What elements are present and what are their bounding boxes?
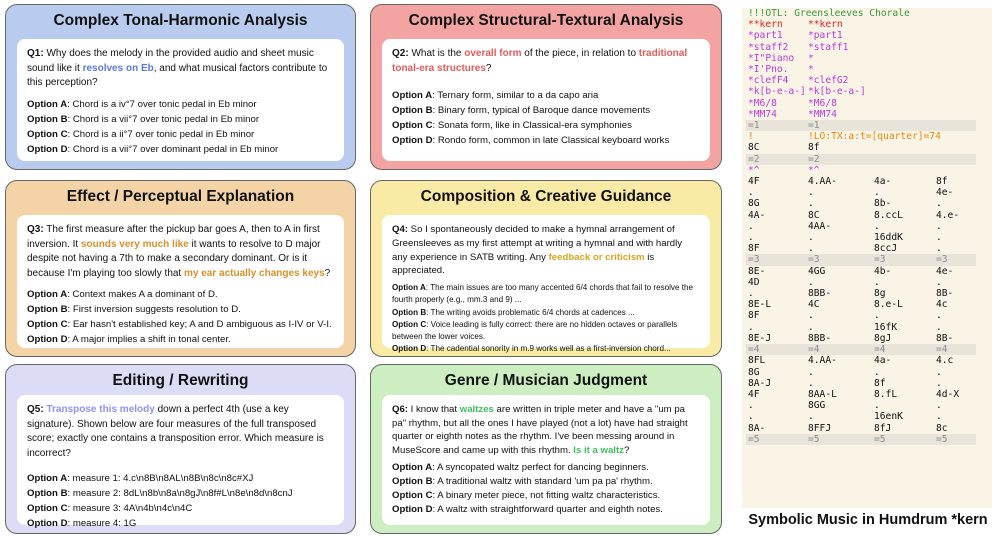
question-text: Q5: Transpose this melody down a perfect 4th (use a key signature). Shown below are four measures of the full transposed score; exactly one contains a transposition error. Which measure is incorrect? <box>27 404 324 459</box>
kern-row <box>746 333 976 344</box>
kern-row <box>746 378 976 389</box>
kern-cell: =4 <box>934 344 976 355</box>
option-c[interactable]: Option C: Chord is a ii°7 over tonic pedal in Eb minor <box>27 128 255 140</box>
kern-cell: . <box>936 243 942 255</box>
kern-cell: 4a- <box>874 176 892 188</box>
option-a[interactable]: Option A: The main issues are too many accented 6/4 chords that fail to resolve the fourth properly (e.g., mm.3 and 9) ... <box>392 283 693 305</box>
kern-cell <box>872 86 934 97</box>
kern-cell: *staff1 <box>808 41 849 53</box>
kern-cell: . <box>936 276 942 288</box>
option-a[interactable]: Option A: Ternary form, similar to a da capo aria <box>392 90 599 101</box>
kern-cell: 8FL <box>748 355 766 367</box>
kern-cell: 8c <box>936 422 948 434</box>
kern-cell: **kern <box>748 19 783 31</box>
kern-cell <box>934 165 976 176</box>
kern-cell: 8.ccL <box>874 209 903 221</box>
kern-cell: 4.AA- <box>808 176 837 188</box>
kern-row <box>746 288 976 299</box>
kern-cell: 8B- <box>936 288 954 300</box>
kern-cell: 8GG <box>808 400 826 412</box>
kern-row <box>746 423 976 434</box>
kern-cell: . <box>808 232 814 244</box>
kern-cell: *^ <box>808 164 820 176</box>
kern-cell: 8C <box>748 142 760 154</box>
kern-cell: . <box>748 232 754 244</box>
kern-cell: 4F <box>748 388 760 400</box>
kern-cell: . <box>874 310 880 322</box>
kern-cell: *clefG2 <box>808 75 849 87</box>
kern-row <box>746 154 976 165</box>
kern-cell: . <box>748 321 754 333</box>
kern-cell: 8f <box>808 142 820 154</box>
kern-cell: =4 <box>746 344 806 355</box>
option-b[interactable]: Option B: Chord is a vii°7 over tonic pedal in Eb minor <box>27 113 260 125</box>
option-a[interactable]: Option A: Context makes A a dominant of D. <box>27 289 218 300</box>
kern-cell: !LO:TX:a:t=[quarter]=74 <box>808 131 941 143</box>
kern-cell: * <box>808 52 814 64</box>
kern-cell: 4c <box>936 299 948 311</box>
kern-cell: 8FFJ <box>808 422 832 434</box>
kern-cell: 8A- <box>748 422 766 434</box>
kern-cell: . <box>936 411 942 423</box>
kern-row <box>746 400 976 411</box>
kern-cell: 8f <box>936 176 948 188</box>
kern-cell: *k[b-e-a-] <box>808 86 866 98</box>
kern-cell <box>934 98 976 109</box>
kern-cell: 8ccJ <box>874 243 898 255</box>
kern-cell: 8B- <box>936 332 954 344</box>
kern-cell <box>872 98 934 109</box>
kern-cell: 8AA-L <box>808 388 837 400</box>
kern-row <box>746 8 976 19</box>
kern-cell: *clefF4 <box>748 75 789 87</box>
kern-cell: 8F <box>748 243 760 255</box>
kern-cell: 8G <box>748 198 760 210</box>
kern-cell: *M6/8 <box>808 97 837 109</box>
kern-row <box>746 109 976 120</box>
kern-cell: =4 <box>872 344 934 355</box>
kern-row <box>746 221 976 232</box>
kern-cell: *MM74 <box>748 108 777 120</box>
kern-cell: . <box>874 187 880 199</box>
option-d[interactable]: Option D: A major implies a shift in tonal center. <box>27 334 231 345</box>
kern-row <box>746 30 976 41</box>
kern-cell: 4.e- <box>936 209 960 221</box>
option-c[interactable]: Option C: Ear hasn't established key; A and D ambiguous as I-IV or V-I. <box>27 319 332 330</box>
kern-cell: . <box>936 400 942 412</box>
kern-cell: =1 <box>806 120 872 131</box>
kern-cell: . <box>936 310 942 322</box>
option-b[interactable]: Option B: A traditional waltz with standard 'um pa pa' rhythm. <box>392 476 653 488</box>
kern-cell <box>934 142 976 153</box>
kern-cell: * <box>808 64 814 76</box>
kern-cell: **kern <box>808 19 843 31</box>
kern-cell: =2 <box>806 154 872 165</box>
kern-cell: . <box>808 366 814 378</box>
kern-cell <box>872 165 934 176</box>
kern-cell <box>872 19 934 30</box>
kern-cell <box>934 30 976 41</box>
kern-cell: =5 <box>872 434 934 445</box>
panel-title: Genre / Musician Judgment <box>444 372 648 389</box>
kern-cell: *^ <box>748 164 760 176</box>
kern-cell: 4d-X <box>936 388 960 400</box>
kern-cell: =4 <box>806 344 872 355</box>
kern-row <box>746 232 976 243</box>
kern-cell: =5 <box>934 434 976 445</box>
kern-cell: =3 <box>806 254 872 265</box>
kern-row <box>746 198 976 209</box>
kern-row <box>746 355 976 366</box>
kern-cell: =3 <box>934 254 976 265</box>
kern-cell <box>934 109 976 120</box>
panel-title: Composition & Creative Guidance <box>420 188 672 205</box>
kern-row <box>746 277 976 288</box>
kern-cell: 8G <box>748 366 760 378</box>
kern-cell: 8gJ <box>874 332 892 344</box>
kern-cell: *I'Pno. <box>748 64 789 76</box>
kern-row <box>746 98 976 109</box>
kern-cell: 8g <box>874 288 886 300</box>
kern-cell: . <box>874 276 880 288</box>
kern-cell: *k[b-e-a-] <box>748 86 806 98</box>
kern-cell: ! <box>748 131 754 143</box>
kern-cell: 4AA- <box>808 220 832 232</box>
panel-title: Effect / Perceptual Explanation <box>66 188 295 205</box>
kern-cell <box>872 30 934 41</box>
option-d[interactable]: Option D: Rondo form, common in late Classical keyboard works <box>392 135 670 146</box>
kern-cell: 4GG <box>808 265 826 277</box>
kern-cell: =3 <box>872 254 934 265</box>
question-card <box>382 215 710 354</box>
kern-row <box>746 322 976 333</box>
kern-row <box>746 299 976 310</box>
kern-cell: 8E-J <box>748 332 772 344</box>
kern-cell <box>872 75 934 86</box>
kern-row <box>746 42 976 53</box>
kern-cell: . <box>808 321 814 333</box>
option-a[interactable]: Option A: Chord is a iv°7 over tonic pedal in Eb minor <box>27 98 257 110</box>
question-text: Q2: What is the overall form of the piece, in relation to traditional tonal-era structures? <box>392 48 688 74</box>
kern-cell: . <box>748 288 754 300</box>
kern-row <box>746 187 976 198</box>
kern-row <box>746 142 976 153</box>
kern-cell: *MM74 <box>808 108 837 120</box>
kern-cell: . <box>936 377 942 389</box>
question-card <box>17 395 344 529</box>
kern-cell: 8f <box>874 377 886 389</box>
option-b[interactable]: Option B: Binary form, typical of Baroque dance movements <box>392 105 651 116</box>
kern-cell: 8.fL <box>874 388 898 400</box>
kern-cell <box>934 154 976 165</box>
kern-row <box>746 75 976 86</box>
kern-cell: 4b- <box>874 265 892 277</box>
panel-structural-textural <box>370 4 722 170</box>
kern-cell: . <box>808 276 814 288</box>
kern-cell: . <box>808 243 814 255</box>
kern-cell: . <box>748 400 754 412</box>
kern-cell: . <box>874 220 880 232</box>
kern-cell <box>934 86 976 97</box>
kern-cell: 8b- <box>874 198 892 210</box>
kern-cell: 16fK <box>874 321 898 333</box>
option-a[interactable]: Option A: measure 1: 4.c\n8B\n8AL\n8B\n8c\n8c#XJ <box>27 473 254 484</box>
kern-row <box>746 210 976 221</box>
kern-cell: . <box>748 411 754 423</box>
kern-cell: 8BB- <box>808 332 832 344</box>
kern-cell: 4A- <box>748 209 766 221</box>
kern-cell: 4e- <box>936 265 954 277</box>
kern-cell: 16ddK <box>874 232 903 244</box>
kern-row <box>746 411 976 422</box>
kern-cell: =5 <box>746 434 806 445</box>
kern-row <box>746 165 976 176</box>
option-b[interactable]: Option B: measure 2: 8dL\n8b\n8a\n8gJ\n8f#L\n8e\n8d\n8cnJ <box>27 488 293 499</box>
kern-cell: . <box>808 187 814 199</box>
kern-row <box>746 254 976 265</box>
kern-cell: *part1 <box>808 30 843 42</box>
kern-cell <box>872 154 934 165</box>
kern-cell: . <box>748 220 754 232</box>
kern-row <box>746 131 976 142</box>
kern-cell: . <box>936 366 942 378</box>
kern-cell: =3 <box>746 254 806 265</box>
kern-row <box>746 53 976 64</box>
kern-cell: =5 <box>806 434 872 445</box>
question-card <box>17 39 344 161</box>
question-text: Q1: Why does the melody in the provided audio and sheet music sound like it resolves on Eb, and what musical factors contribute to this perception? <box>27 48 328 88</box>
kern-cell: 4F <box>748 176 760 188</box>
kern-cell: 4e- <box>936 187 954 199</box>
kern-cell <box>872 142 934 153</box>
kern-cell <box>872 64 934 75</box>
kern-row <box>746 176 976 187</box>
kern-cell: =2 <box>746 154 806 165</box>
kern-cell <box>872 42 934 53</box>
kern-cell: . <box>936 321 942 333</box>
option-c[interactable]: Option C: Sonata form, like in Classical-era symphonies <box>392 120 632 131</box>
kern-row <box>746 344 976 355</box>
panel-tonal-harmonic <box>5 4 356 170</box>
kern-row <box>746 120 976 131</box>
kern-cell: 4.AA- <box>808 355 837 367</box>
kern-cell <box>934 53 976 64</box>
kern-cell <box>872 53 934 64</box>
panel-composition <box>370 180 722 357</box>
kern-cell: . <box>808 411 814 423</box>
kern-cell: . <box>808 377 814 389</box>
kern-listing <box>742 8 992 508</box>
option-b[interactable]: Option B: The writing avoids problematic 6/4 chords at cadences ... <box>392 307 635 317</box>
panel-editing <box>5 364 356 534</box>
kern-cell: . <box>936 232 942 244</box>
kern-cell: *M6/8 <box>748 97 777 109</box>
option-d[interactable]: Option D: A waltz with straightforward quarter and eighth notes. <box>392 504 663 516</box>
kern-cell: 4C <box>808 299 820 311</box>
question-text: Q4: So I spontaneously decided to make a hymnal arrangement of Greensleeves as my first attempt at writing a hymnal and with hardly any experience in SATB writing. Any feedback or criticism is appreciated. <box>392 224 683 277</box>
kern-cell <box>934 120 976 131</box>
kern-cell <box>872 109 934 120</box>
kern-cell: =1 <box>746 120 806 131</box>
kern-cell: . <box>874 400 880 412</box>
kern-cell: 8BB- <box>808 288 832 300</box>
kern-row <box>746 243 976 254</box>
kern-row <box>746 310 976 321</box>
kern-cell: !!!OTL: Greensleeves Chorale <box>748 8 910 19</box>
kern-cell <box>872 120 934 131</box>
kern-cell: 8E- <box>748 265 766 277</box>
kern-cell: 8fJ <box>874 422 892 434</box>
panel-genre <box>370 364 722 534</box>
question-card <box>17 215 344 348</box>
kern-cell: 4a- <box>874 355 892 367</box>
option-d[interactable]: Option D: Chord is a vii°7 over dominant pedal in Eb minor <box>27 143 279 155</box>
question-card <box>382 395 710 525</box>
option-c[interactable]: Option C: measure 3: 4A\n4b\n4c\n4C <box>27 503 193 514</box>
kern-cell: . <box>748 187 754 199</box>
kern-cell <box>934 64 976 75</box>
panel-perceptual <box>5 180 356 357</box>
kern-cell: 8.e-L <box>874 299 903 311</box>
option-d[interactable]: Option D: measure 4: 1G <box>27 518 137 529</box>
option-d[interactable]: Option D: The cadential sonority in m.9 works well as a first-inversion chord... <box>392 344 671 354</box>
kern-cell: 4.c <box>936 355 954 367</box>
question-text: Q6: I know that waltzes are written in triple meter and have a "um pa pa" rhythm, but all the ones I have played (not a lot) have had straight quarter or eighth notes as the rhythm. I've been messing around in MuseScore and came up with this rhythm. Is it a waltz? <box>392 404 688 456</box>
kern-row <box>746 19 976 30</box>
kern-cell: . <box>936 198 942 210</box>
panel-title: Editing / Rewriting <box>112 372 249 389</box>
kern-cell: 8A-J <box>748 377 772 389</box>
question-card <box>382 39 710 161</box>
kern-cell: 16enK <box>874 411 903 423</box>
kern-cell: *I"Piano <box>748 52 795 64</box>
kern-cell: 8E-L <box>748 299 772 311</box>
kern-row <box>746 64 976 75</box>
kern-cell <box>934 75 976 86</box>
kern-cell: 4D <box>748 276 760 288</box>
kern-cell: *part1 <box>748 30 783 42</box>
kern-row <box>746 389 976 400</box>
kern-row <box>746 367 976 378</box>
kern-cell: . <box>808 310 814 322</box>
kern-cell: *staff2 <box>748 41 789 53</box>
panel-title: Complex Tonal-Harmonic Analysis <box>53 12 308 29</box>
option-c[interactable]: Option C: Voice leading is fully correct: there are no hidden octaves or parallels between the lower voices. <box>392 319 678 341</box>
panel-title: Complex Structural-Textural Analysis <box>408 12 684 29</box>
kern-table <box>746 8 976 445</box>
kern-cell <box>934 42 976 53</box>
option-a[interactable]: Option A: A syncopated waltz perfect for dancing beginners. <box>392 462 649 474</box>
kern-cell: . <box>936 220 942 232</box>
kern-row <box>746 434 976 445</box>
kern-row <box>746 266 976 277</box>
kern-cell: . <box>808 198 814 210</box>
question-text: Q3: The first measure after the pickup bar goes A, then to A in first inversion. It sounds very much like it wants to resolve to D major despite not having a 7th to make a secondary dominant. Or is it because I'm playing too slowly that my ear actually changes keys? <box>27 224 331 279</box>
option-b[interactable]: Option B: First inversion suggests resolution to D. <box>27 304 241 315</box>
kern-cell <box>934 19 976 30</box>
kern-cell: 8C <box>808 209 820 221</box>
kern-row <box>746 86 976 97</box>
kern-cell: 8F <box>748 310 760 322</box>
kern-cell: . <box>874 366 880 378</box>
option-c[interactable]: Option C: A binary meter piece, not fitting waltz characteristics. <box>392 490 661 502</box>
kern-caption: Symbolic Music in Humdrum *kern <box>748 512 988 528</box>
